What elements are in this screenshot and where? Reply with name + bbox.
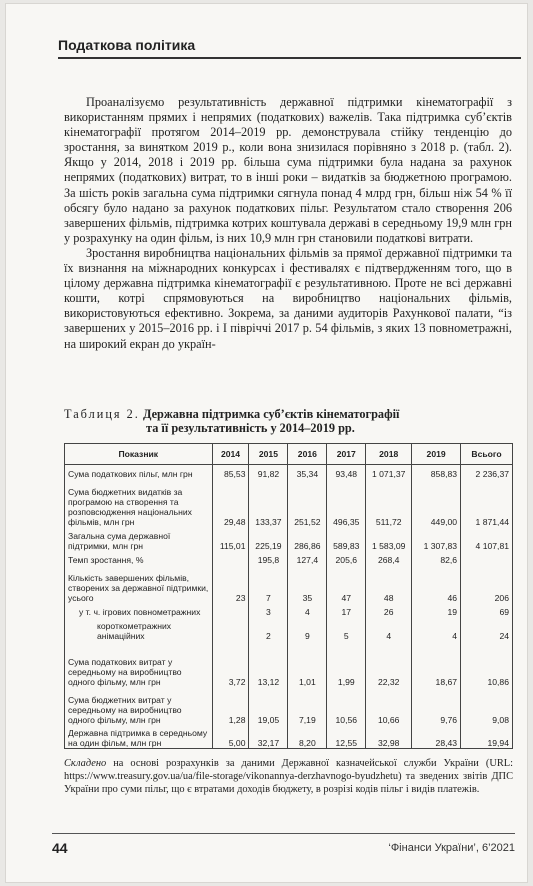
value-cell: 32,17 — [249, 725, 288, 749]
value-cell: 32,98 — [366, 725, 412, 749]
value-cell: 19 — [412, 603, 461, 617]
value-cell: 268,4 — [366, 551, 412, 565]
value-cell: 205,6 — [327, 551, 366, 565]
row-label: Державна підтримка в середньому на один фільм, млн грн — [65, 725, 213, 749]
header-cell: Всього — [461, 444, 513, 465]
value-cell: 858,83 — [412, 465, 461, 479]
table-row — [65, 527, 513, 551]
value-cell — [212, 617, 249, 641]
paragraph-2: Зростання виробництва національних фільмів за прямої державної підтримки та їх визнання на міжнародних конкурсах і фестивалях є підтвердженням того, що в цілому державна підтримка кінематографії є результативною. Проте не всі державні кошти, котрі спрямовуються на виробництво національних фільмів, використовуються ефективно. Зокрема, за даними аудиторів Рахункової палати, “із завершених у 2015–2016 рр. і I півріччі 2017 р. 54 фільмів, з яких 13 повнометражні, на широкий екран до україн- — [64, 245, 512, 351]
value-cell: 10,66 — [366, 687, 412, 725]
note-italic: Складено — [64, 758, 107, 769]
row-label: Сума бюджетних витрат у середньому на виробництво одного фільму, млн грн — [65, 687, 213, 725]
table-header-row — [65, 444, 513, 465]
value-cell: 496,35 — [327, 479, 366, 527]
value-cell: 7 — [249, 565, 288, 603]
header-cell: 2017 — [327, 444, 366, 465]
value-cell: 17 — [327, 603, 366, 617]
header-cell: 2014 — [212, 444, 249, 465]
value-cell: 206 — [461, 565, 513, 603]
value-cell: 9,76 — [412, 687, 461, 725]
value-cell: 47 — [327, 565, 366, 603]
value-cell: 1 871,44 — [461, 479, 513, 527]
value-cell: 91,82 — [249, 465, 288, 479]
row-label: Загальна сума державної підтримки, млн грн — [65, 527, 213, 551]
header-cell: 2019 — [412, 444, 461, 465]
row-label: Сума бюджетних видатків за програмою на створення та розповсюдження національних фільмів, млн грн — [65, 479, 213, 527]
table-title-line-1: Державна підтримка суб’єктів кінематографії — [142, 407, 400, 421]
journal-name: ‘Фінанси України’, 6’2021 — [388, 842, 515, 854]
value-cell: 35,34 — [288, 465, 327, 479]
value-cell: 82,6 — [412, 551, 461, 565]
value-cell: 5,00 — [212, 725, 249, 749]
value-cell: 28,43 — [412, 725, 461, 749]
value-cell: 69 — [461, 603, 513, 617]
value-cell: 589,83 — [327, 527, 366, 551]
header-cell: 2018 — [366, 444, 412, 465]
table-title-line-2: та її результативність у 2014–2019 рр. — [146, 421, 355, 435]
value-cell: 511,72 — [366, 479, 412, 527]
value-cell: 29,48 — [212, 479, 249, 527]
value-cell: 24 — [461, 617, 513, 641]
value-cell — [212, 603, 249, 617]
value-cell: 26 — [366, 603, 412, 617]
page-footer — [52, 833, 515, 858]
value-cell: 85,53 — [212, 465, 249, 479]
value-cell: 3 — [249, 603, 288, 617]
header-cell: 2015 — [249, 444, 288, 465]
value-cell: 22,32 — [366, 641, 412, 687]
section-header — [58, 37, 521, 59]
value-cell — [212, 551, 249, 565]
value-cell: 12,55 — [327, 725, 366, 749]
header-cell: 2016 — [288, 444, 327, 465]
value-cell: 19,94 — [461, 725, 513, 749]
section-title: Податкова політика — [58, 37, 196, 53]
value-cell: 4 — [366, 617, 412, 641]
table-source-note — [64, 757, 513, 796]
row-label: Сума податкових пільг, млн грн — [65, 465, 213, 479]
value-cell: 2 — [249, 617, 288, 641]
row-label: короткометражних анімаційних — [65, 617, 213, 641]
row-label: у т. ч. ігрових повнометражних — [65, 603, 213, 617]
value-cell: 251,52 — [288, 479, 327, 527]
paragraph-1: Проаналізуємо результативність державної підтримки кінематографії з використанням прямих і непрямих (податкових) важелів. Така підтримка суб’єктів кінематографії протягом 2014–2019 рр. демонструвала стійку тенденцію до зростання, за винятком 2019 р., коли вона знизилася порівняно з 2018 р. (табл. 2). Якщо у 2014, 2018 і 2019 рр. більша сума підтримки була надана за рахунок непрямих (податкових) витрат, то в інші роки – видатків за бюджетною програмою. За шість років загальна сума підтримки сягнула понад 4 млрд грн, більш ніж 54 % її обсягу було надано за рахунок податкових пільг. Результатом стало створення 206 завершених фільмів, підтримка котрих коштувала державі в середньому 19,9 млн грн у розрахунку на один фільм, із них 10,9 млн грн становили податкові витрати. — [64, 95, 512, 245]
value-cell: 10,56 — [327, 687, 366, 725]
table-row — [65, 479, 513, 527]
table-row — [65, 565, 513, 603]
page-number: 44 — [52, 840, 68, 856]
row-label: Сума податкових витрат у середньому на виробництво одного фільму, млн грн — [65, 641, 213, 687]
table-row — [65, 725, 513, 749]
table-label: Таблиця 2. — [64, 407, 140, 421]
value-cell: 48 — [366, 565, 412, 603]
value-cell: 115,01 — [212, 527, 249, 551]
note-text: на основі розрахунків за даними Державної казначейської служби України (URL: https://www.treasury.gov.ua/ua/file-storage/vikonannya-derzhavnogo-byudzhetu) та зведених звітів ДПС України про суми пільг, що є втратами доходів бюджету, в розрізі кодів пільг і видів платежів. — [64, 758, 513, 795]
value-cell: 1,99 — [327, 641, 366, 687]
value-cell: 133,37 — [249, 479, 288, 527]
table-row — [65, 551, 513, 565]
value-cell: 3,72 — [212, 641, 249, 687]
value-cell: 8,20 — [288, 725, 327, 749]
value-cell: 9 — [288, 617, 327, 641]
value-cell: 127,4 — [288, 551, 327, 565]
value-cell: 9,08 — [461, 687, 513, 725]
value-cell: 4 — [288, 603, 327, 617]
value-cell: 19,05 — [249, 687, 288, 725]
table-caption — [64, 407, 514, 435]
table-row — [65, 687, 513, 725]
value-cell: 449,00 — [412, 479, 461, 527]
value-cell: 35 — [288, 565, 327, 603]
value-cell: 13,12 — [249, 641, 288, 687]
header-cell: Показник — [65, 444, 213, 465]
value-cell: 195,8 — [249, 551, 288, 565]
table-row — [65, 465, 513, 479]
value-cell: 2 236,37 — [461, 465, 513, 479]
value-cell: 4 107,81 — [461, 527, 513, 551]
value-cell: 1,28 — [212, 687, 249, 725]
value-cell: 18,67 — [412, 641, 461, 687]
row-label: Темп зростання, % — [65, 551, 213, 565]
value-cell: 93,48 — [327, 465, 366, 479]
table-row — [65, 617, 513, 641]
value-cell: 7,19 — [288, 687, 327, 725]
value-cell: 225,19 — [249, 527, 288, 551]
data-table — [64, 443, 513, 749]
value-cell: 286,86 — [288, 527, 327, 551]
article-body — [64, 95, 512, 352]
row-label: Кількість завершених фільмів, створених за державної підтримки, усього — [65, 565, 213, 603]
value-cell — [461, 551, 513, 565]
value-cell: 1,01 — [288, 641, 327, 687]
value-cell: 23 — [212, 565, 249, 603]
table-row — [65, 641, 513, 687]
table-row — [65, 603, 513, 617]
value-cell: 4 — [412, 617, 461, 641]
value-cell: 46 — [412, 565, 461, 603]
value-cell: 10,86 — [461, 641, 513, 687]
value-cell: 1 583,09 — [366, 527, 412, 551]
value-cell: 5 — [327, 617, 366, 641]
value-cell: 1 307,83 — [412, 527, 461, 551]
value-cell: 1 071,37 — [366, 465, 412, 479]
